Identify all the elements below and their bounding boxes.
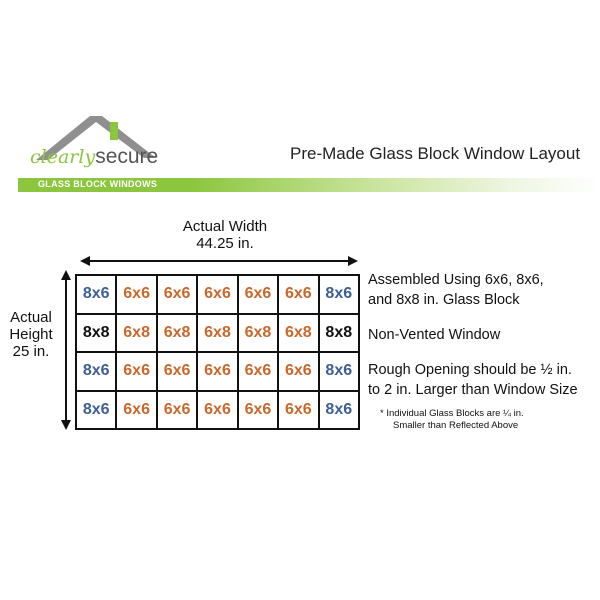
width-label-line2: 44.25 in. (196, 235, 254, 252)
width-dimension-arrow (80, 254, 358, 266)
glass-block-6x6: 6x6 (278, 352, 318, 391)
band-label: GLASS BLOCK WINDOWS (38, 179, 158, 189)
glass-block-6x6: 6x6 (197, 275, 237, 314)
glass-block-6x6: 6x6 (238, 352, 278, 391)
assembled-note-line1: Assembled Using 6x6, 8x6, (368, 272, 544, 288)
glass-block-6x6: 6x6 (197, 352, 237, 391)
rough-opening-line1: Rough Opening should be ½ in. (368, 362, 572, 378)
logo (30, 145, 158, 169)
glass-block-6x8: 6x8 (157, 314, 197, 353)
glass-block-6x6: 6x6 (157, 352, 197, 391)
width-label (160, 218, 290, 252)
glass-block-6x6: 6x6 (157, 391, 197, 430)
footnote (380, 408, 524, 432)
width-label-line1: Actual Width (182, 218, 268, 235)
glass-block-8x6: 8x6 (319, 352, 359, 391)
glass-block-6x6: 6x6 (116, 352, 156, 391)
glass-block-6x6: 6x6 (238, 391, 278, 430)
glass-block-6x6: 6x6 (116, 391, 156, 430)
glass-block-8x6: 8x6 (76, 352, 116, 391)
glass-block-8x6: 8x6 (319, 275, 359, 314)
glass-block-6x6: 6x6 (278, 391, 318, 430)
glass-block-8x6: 8x6 (76, 391, 116, 430)
glass-block-6x8: 6x8 (197, 314, 237, 353)
rough-opening-line2: to 2 in. Larger than Window Size (368, 382, 578, 398)
height-label-line1: Actual (10, 309, 52, 326)
glass-block-6x6: 6x6 (197, 391, 237, 430)
glass-block-8x8: 8x8 (319, 314, 359, 353)
height-label (4, 309, 58, 360)
footnote-line2: Smaller than Reflected Above (393, 420, 519, 431)
assembled-note (368, 270, 544, 310)
vent-note: Non-Vented Window (368, 327, 501, 343)
glass-block-6x6: 6x6 (157, 275, 197, 314)
logo-word-secure: secure (95, 145, 159, 168)
height-dimension-arrow (60, 270, 72, 430)
glass-block-8x8: 8x8 (76, 314, 116, 353)
height-label-line2: Height (9, 326, 53, 343)
glass-block-6x8: 6x8 (238, 314, 278, 353)
logo-roof-graphic (28, 108, 168, 180)
glass-block-6x6: 6x6 (116, 275, 156, 314)
glass-block-8x6: 8x6 (319, 391, 359, 430)
footnote-line1: * Individual Glass Blocks are ¼ in. (380, 408, 524, 419)
glass-block-6x6: 6x6 (238, 275, 278, 314)
glass-block-8x6: 8x6 (76, 275, 116, 314)
rough-opening-note (368, 360, 578, 400)
glass-block-6x6: 6x6 (278, 275, 318, 314)
glass-block-grid (75, 274, 360, 430)
glass-block-6x8: 6x8 (278, 314, 318, 353)
height-label-line3: 25 in. (12, 343, 50, 360)
page-title: Pre-Made Glass Block Window Layout (290, 144, 581, 163)
assembled-note-line2: and 8x8 in. Glass Block (368, 292, 520, 308)
logo-word-clearly: clearly (30, 146, 96, 168)
glass-block-6x8: 6x8 (116, 314, 156, 353)
